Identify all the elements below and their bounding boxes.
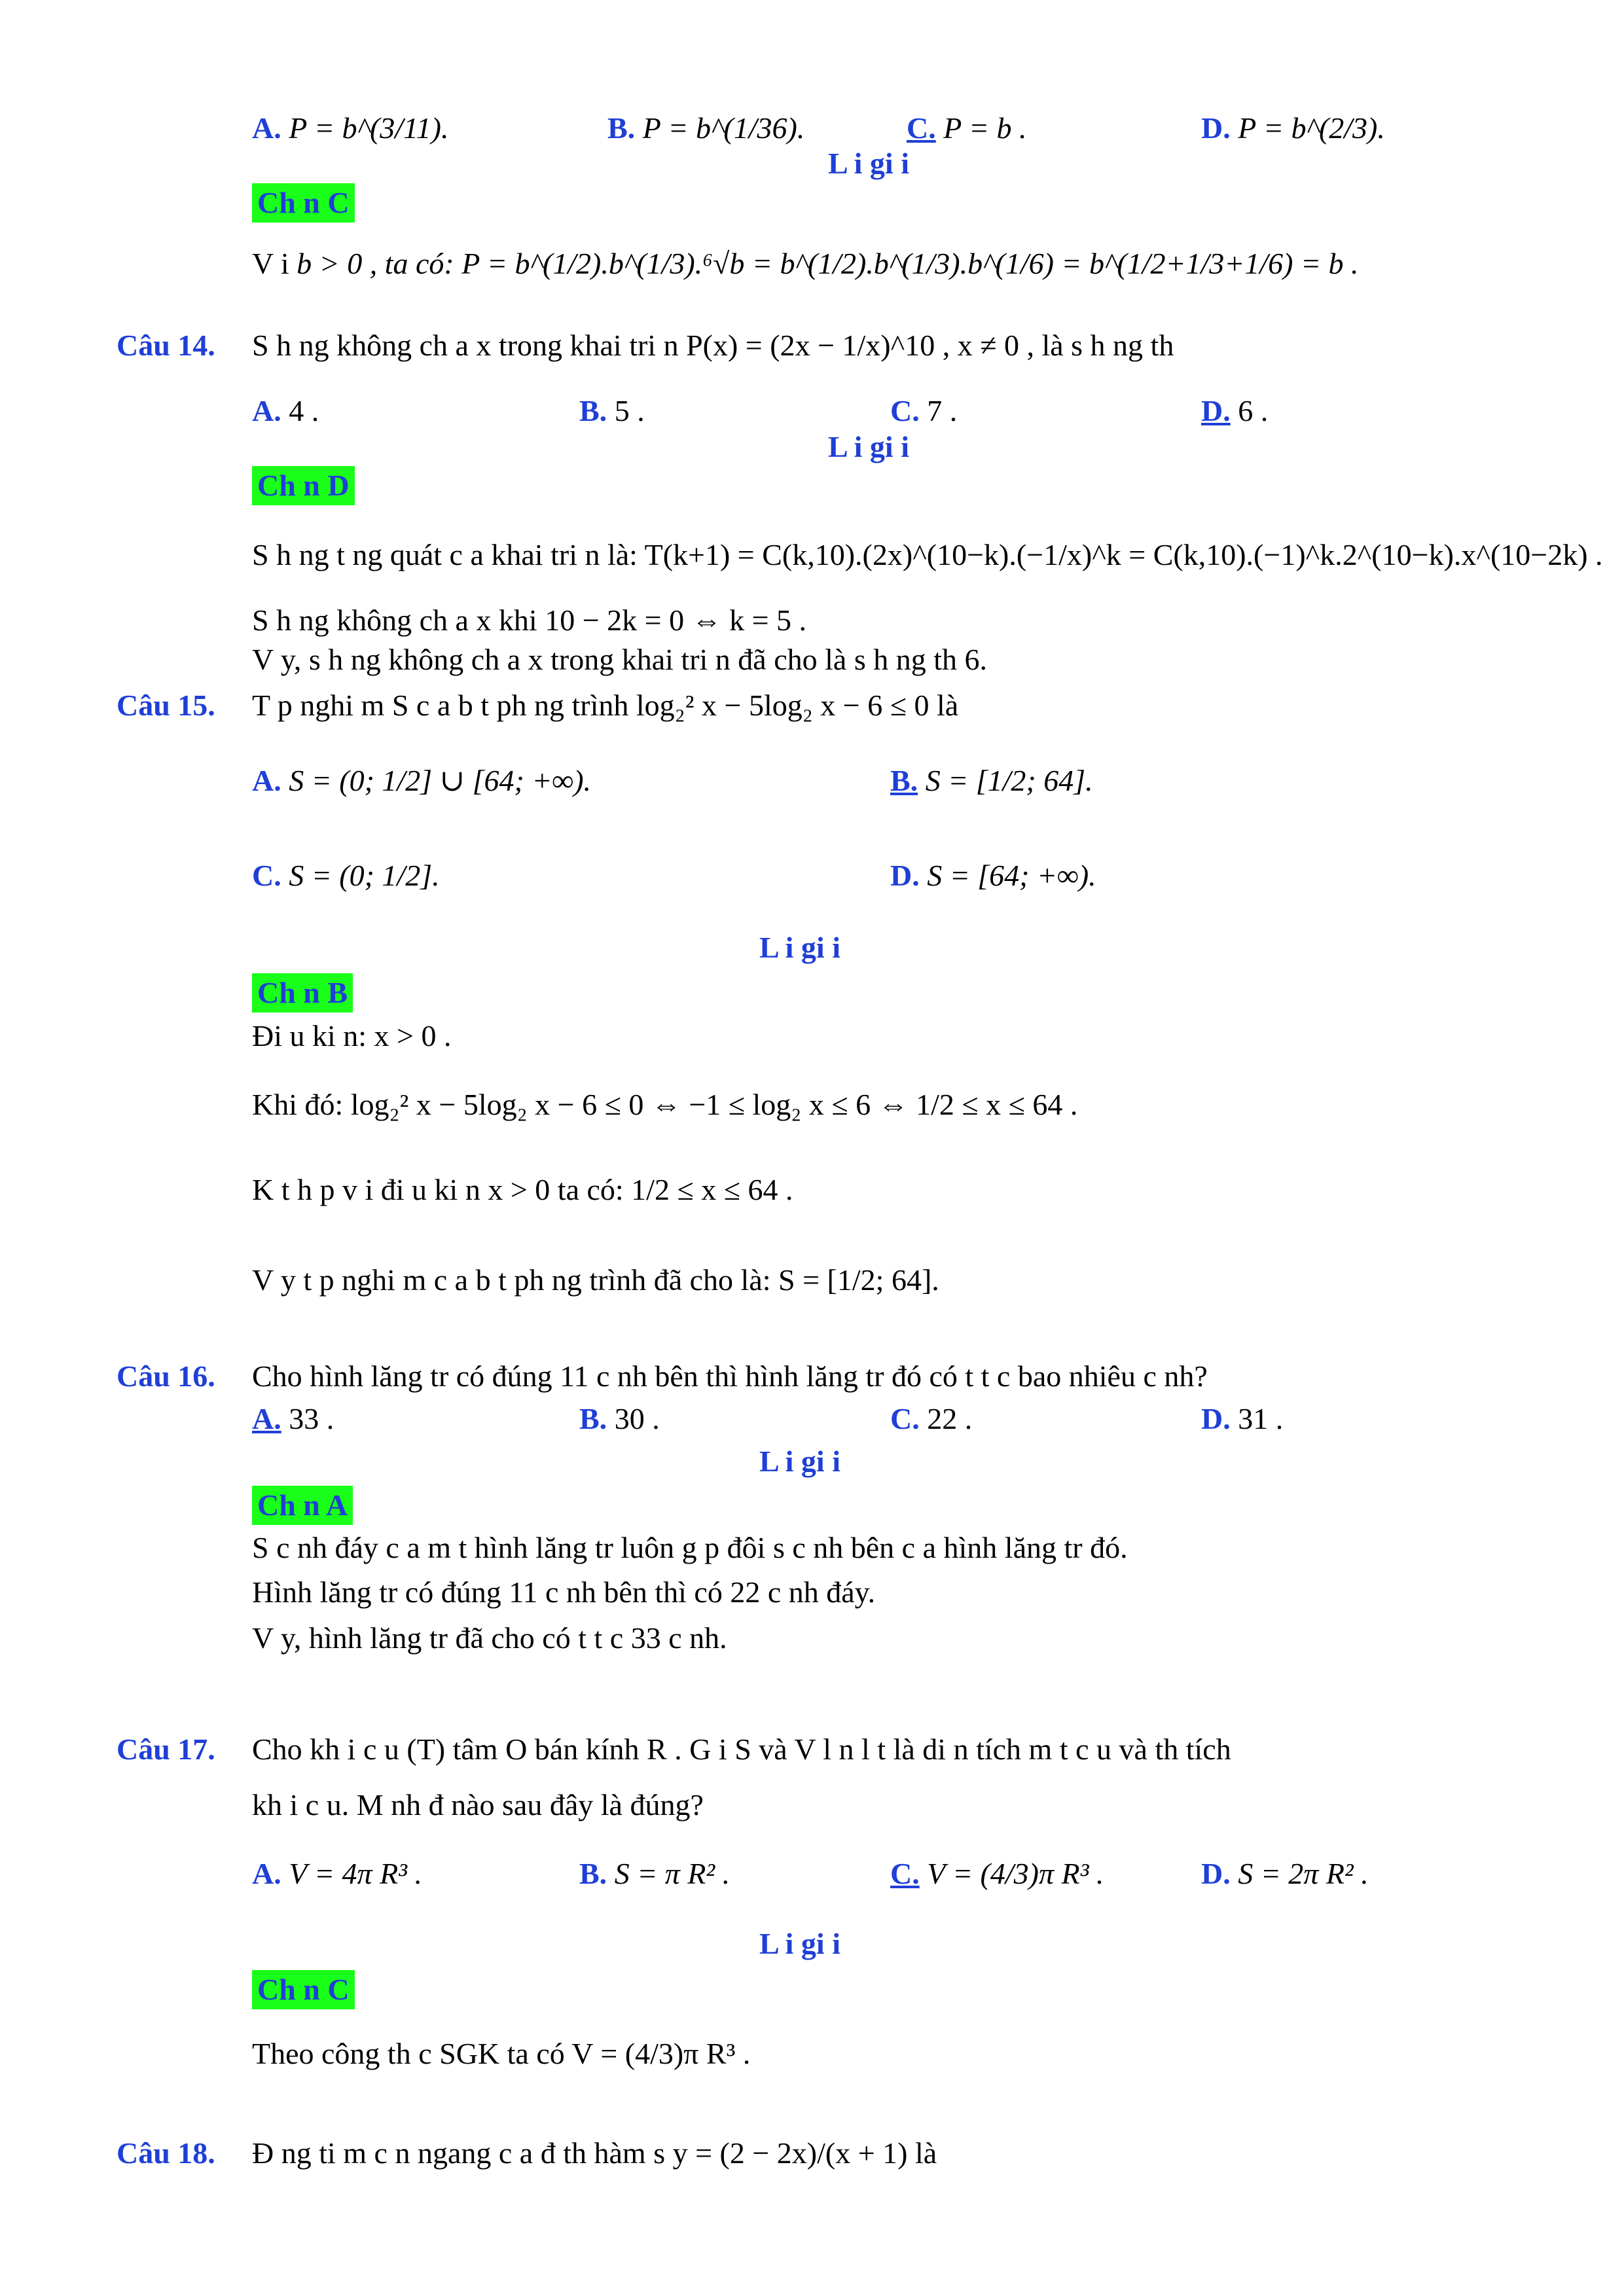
question-text: Cho kh i c u (T) tâm O bán kính R . G i S và V l n l t là di n tích m t c u và th tích <box>252 1732 1231 1766</box>
option-label: B. <box>890 764 918 797</box>
option-text: 5 . <box>614 394 645 427</box>
option-text: 30 . <box>614 1402 660 1435</box>
choice-badge: Ch n B <box>252 973 353 1013</box>
option-label: A. <box>252 764 281 797</box>
question-number: Câu 18. <box>117 2136 215 2170</box>
q16-option-b[interactable] <box>579 1401 660 1437</box>
q14-option-d[interactable] <box>1201 393 1268 429</box>
option-label: A. <box>252 111 281 145</box>
option-text: P = b^(3/11). <box>289 111 449 145</box>
q17-option-a[interactable] <box>252 1856 422 1892</box>
option-text: S = [1/2; 64]. <box>925 764 1093 797</box>
option-label: B. <box>579 1402 607 1435</box>
solution-text: S c nh đáy c a m t hình lăng tr luôn g p đôi s c nh bên c a hình lăng tr đó. <box>252 1531 1128 1564</box>
option-label: D. <box>1201 1857 1231 1890</box>
q14-option-b[interactable] <box>579 393 645 429</box>
q14-option-a[interactable] <box>252 393 319 429</box>
option-text: 6 . <box>1238 394 1269 427</box>
option-text: V = (4/3)π R³ . <box>927 1857 1104 1890</box>
q16-option-d[interactable] <box>1201 1401 1283 1437</box>
solution-text: V y t p nghi m c a b t ph ng trình đã cho là: S = [1/2; 64]. <box>252 1263 939 1297</box>
solution-heading: L i gi i <box>759 931 840 964</box>
solution-heading: L i gi i <box>828 147 909 180</box>
question-number: Câu 14. <box>117 329 215 362</box>
option-text: 22 . <box>927 1402 973 1435</box>
option-label: C. <box>252 859 281 892</box>
question-text: Cho hình lăng tr có đúng 11 c nh bên thì hình lăng tr đó có t t c bao nhiêu c nh? <box>252 1359 1208 1393</box>
q15-option-d[interactable] <box>890 857 1096 894</box>
solution-heading: L i gi i <box>759 1444 840 1478</box>
solution-text: Đi u ki n: x > 0 . <box>252 1019 452 1052</box>
option-text: 7 . <box>927 394 958 427</box>
option-label: B. <box>607 111 636 145</box>
solution-text: Khi đó: log₂² x − 5log₂ x − 6 ≤ 0 ⇔ −1 ≤ log₂ x ≤ 6 ⇔ 1/2 ≤ x ≤ 64 . <box>252 1088 1078 1121</box>
q16-option-a[interactable] <box>252 1401 334 1437</box>
option-text: V = 4π R³ . <box>289 1857 422 1890</box>
question-number: Câu 15. <box>117 689 215 722</box>
option-text: P = b . <box>943 111 1027 145</box>
choice-badge: Ch n C <box>252 183 355 223</box>
question-text: kh i c u. M nh đ nào sau đây là đúng? <box>252 1788 704 1821</box>
option-label: C. <box>890 1857 920 1890</box>
solution-heading: L i gi i <box>759 1927 840 1960</box>
choice-badge: Ch n A <box>252 1486 353 1525</box>
q13-option-a[interactable] <box>252 110 448 147</box>
option-text: 33 . <box>289 1402 334 1435</box>
question-number: Câu 17. <box>117 1732 215 1766</box>
solution-heading: L i gi i <box>828 430 909 463</box>
solution-text: S h ng không ch a x khi 10 − 2k = 0 ⇔ k = 5 . <box>252 603 807 637</box>
q13-option-d[interactable] <box>1201 110 1385 147</box>
q15-option-c[interactable] <box>252 857 440 894</box>
choice-badge: Ch n D <box>252 466 355 505</box>
q15-option-a[interactable] <box>252 762 591 799</box>
option-text: S = 2π R² . <box>1238 1857 1369 1890</box>
option-label: D. <box>1201 111 1231 145</box>
option-label: C. <box>890 1402 920 1435</box>
q13-option-c[interactable] <box>907 110 1027 147</box>
q16-option-c[interactable] <box>890 1401 972 1437</box>
question-number: Câu 16. <box>117 1359 215 1393</box>
option-text: 31 . <box>1238 1402 1284 1435</box>
option-text: 4 . <box>289 394 319 427</box>
option-text: S = π R² . <box>614 1857 731 1890</box>
question-text: Đ ng ti m c n ngang c a đ th hàm s y = (2 − 2x)/(x + 1) là <box>252 2136 937 2170</box>
option-label: D. <box>890 859 920 892</box>
q14-option-c[interactable] <box>890 393 957 429</box>
option-label: A. <box>252 1857 281 1890</box>
option-label: B. <box>579 394 607 427</box>
option-label: A. <box>252 394 281 427</box>
question-text: S h ng không ch a x trong khai tri n P(x) = (2x − 1/x)^10 , x ≠ 0 , là s h ng th <box>252 329 1174 362</box>
solution-text: V y, s h ng không ch a x trong khai tri n đã cho là s h ng th 6. <box>252 643 988 676</box>
option-label: A. <box>252 1402 281 1435</box>
solution-text: K t h p v i đi u ki n x > 0 ta có: 1/2 ≤ x ≤ 64 . <box>252 1173 793 1206</box>
solution-text: Hình lăng tr có đúng 11 c nh bên thì có 22 c nh đáy. <box>252 1575 876 1609</box>
solution-text: V i b > 0 , ta có: P = b^(1/2).b^(1/3).⁶√b = b^(1/2).b^(1/3).b^(1/6) = b^(1/2+1/3+1/6) = b . <box>252 247 1359 280</box>
option-text: P = b^(1/36). <box>642 111 805 145</box>
option-label: C. <box>890 394 920 427</box>
q17-option-d[interactable] <box>1201 1856 1369 1892</box>
solution-text: V y, hình lăng tr đã cho có t t c 33 c nh. <box>252 1621 727 1655</box>
solution-text: Theo công th c SGK ta có V = (4/3)π R³ . <box>252 2037 751 2070</box>
option-label: B. <box>579 1857 607 1890</box>
q15-option-b[interactable] <box>890 762 1093 799</box>
choice-badge: Ch n C <box>252 1970 355 2009</box>
q13-option-b[interactable] <box>607 110 804 147</box>
solution-text: S h ng t ng quát c a khai tri n là: T(k+1) = C(k,10).(2x)^(10−k).(−1/x)^k = C(k,10).(−1)^k.2^(10−k).x^(10−2k) . <box>252 538 1603 571</box>
question-text: T p nghi m S c a b t ph ng trình log₂² x − 5log₂ x − 6 ≤ 0 là <box>252 689 959 722</box>
option-text: S = [64; +∞). <box>927 859 1096 892</box>
q17-option-b[interactable] <box>579 1856 730 1892</box>
option-label: C. <box>907 111 936 145</box>
option-text: S = (0; 1/2]. <box>289 859 440 892</box>
option-label: D. <box>1201 1402 1231 1435</box>
option-text: P = b^(2/3). <box>1238 111 1385 145</box>
q17-option-c[interactable] <box>890 1856 1104 1892</box>
option-label: D. <box>1201 394 1231 427</box>
option-text: S = (0; 1/2] ∪ [64; +∞). <box>289 764 592 797</box>
